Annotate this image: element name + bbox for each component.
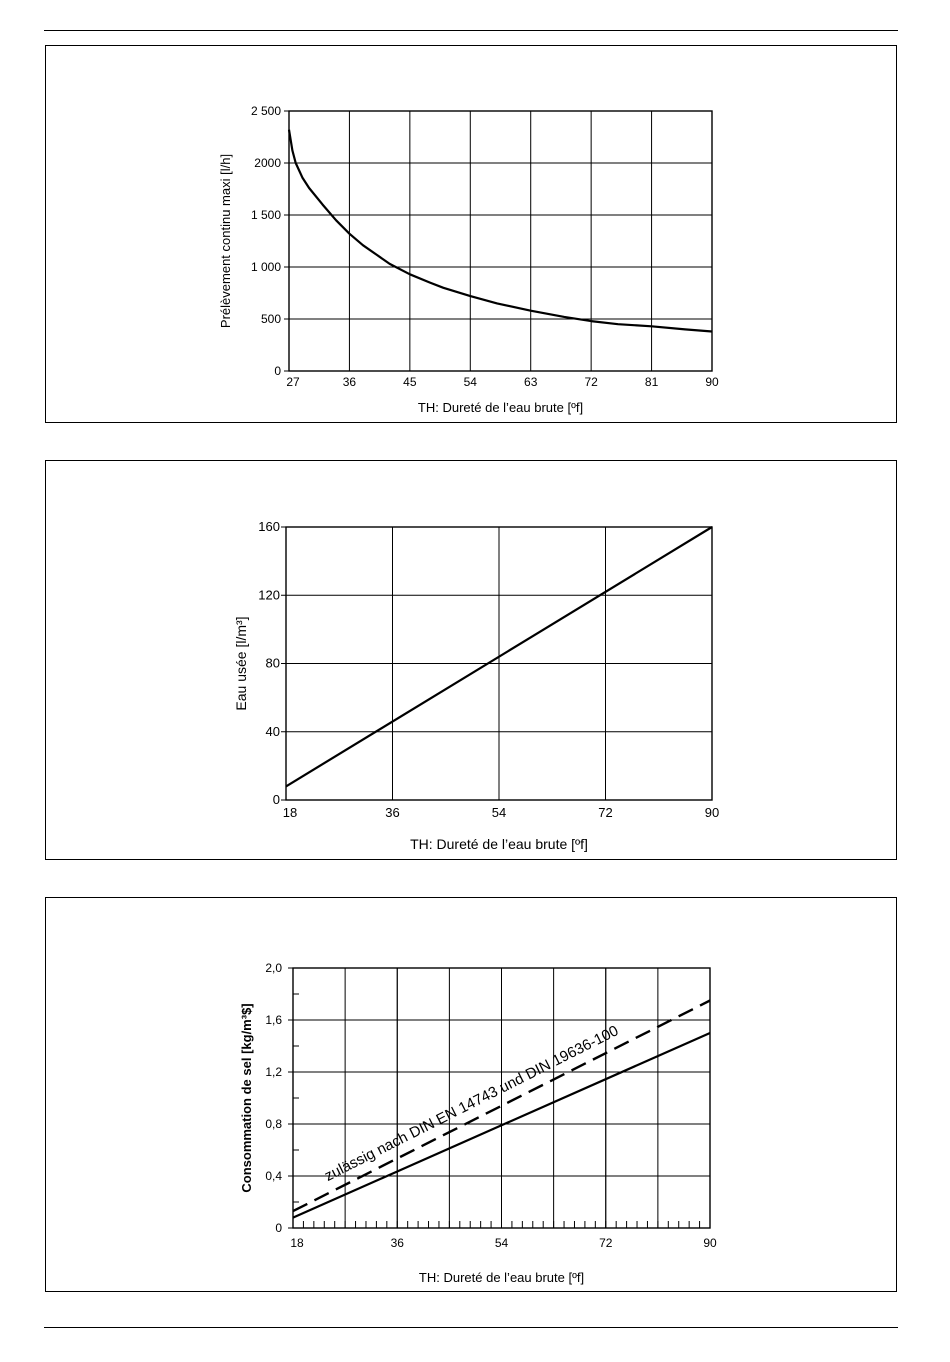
y-tick-label: 1 000 xyxy=(250,260,281,274)
y-tick-label: 160 xyxy=(258,519,280,534)
y-tick-label: 500 xyxy=(260,312,281,326)
y-axis-label: Eau usée [l/m³] xyxy=(233,616,249,711)
y-tick-label: 0 xyxy=(274,364,281,378)
y-tick-label: 40 xyxy=(265,723,280,739)
x-tick-label: 36 xyxy=(342,375,357,389)
x-tick-label: 90 xyxy=(703,1236,717,1250)
y-tick-label: 1 500 xyxy=(250,208,281,222)
dashed-line-annotation: zulässig nach DIN EN 14743 und DIN 19636-100 xyxy=(321,1022,622,1185)
x-axis-label: TH: Dureté de l’eau brute [ºf] xyxy=(417,400,584,415)
y-tick-label: 1,6 xyxy=(265,1013,282,1027)
x-tick-label: 90 xyxy=(704,805,720,820)
x-tick-label: 72 xyxy=(584,375,598,389)
y-tick-label: 2 500 xyxy=(250,104,281,118)
y-tick-label: 80 xyxy=(265,655,280,671)
x-tick-label: 72 xyxy=(598,805,613,820)
y-tick-label: 2,0 xyxy=(265,961,282,975)
y-tick-label: 120 xyxy=(258,587,280,603)
x-tick-label: 90 xyxy=(705,375,719,389)
x-tick-label: 72 xyxy=(599,1236,613,1250)
x-tick-label: 54 xyxy=(463,375,477,389)
x-tick-label: 36 xyxy=(385,805,400,820)
x-tick-label: 18 xyxy=(290,1236,304,1250)
x-tick-label: 18 xyxy=(282,805,298,820)
x-tick-label: 81 xyxy=(644,375,659,389)
x-tick-label: 27 xyxy=(286,375,300,389)
y-axis-label: Consommation de sel [kg/m³$] xyxy=(239,1003,254,1193)
x-axis-label: TH: Dureté de l’eau brute [ºf] xyxy=(410,836,588,852)
y-tick-label: 0 xyxy=(275,1221,282,1235)
y-tick-label: 2000 xyxy=(254,156,281,170)
x-tick-label: 45 xyxy=(403,375,417,389)
x-tick-label: 54 xyxy=(494,1236,509,1250)
y-tick-label: 0 xyxy=(272,792,280,807)
x-axis-label: TH: Dureté de l’eau brute [ºf] xyxy=(418,1270,585,1285)
x-tick-label: 63 xyxy=(524,375,538,389)
y-tick-label: 0,4 xyxy=(265,1169,282,1183)
x-tick-label: 54 xyxy=(491,805,507,820)
y-tick-label: 0,8 xyxy=(265,1117,282,1131)
y-axis-label: Prélèvement continu maxi [l/h] xyxy=(218,153,233,329)
x-tick-label: 36 xyxy=(390,1236,404,1250)
y-tick-label: 1,2 xyxy=(265,1065,282,1079)
